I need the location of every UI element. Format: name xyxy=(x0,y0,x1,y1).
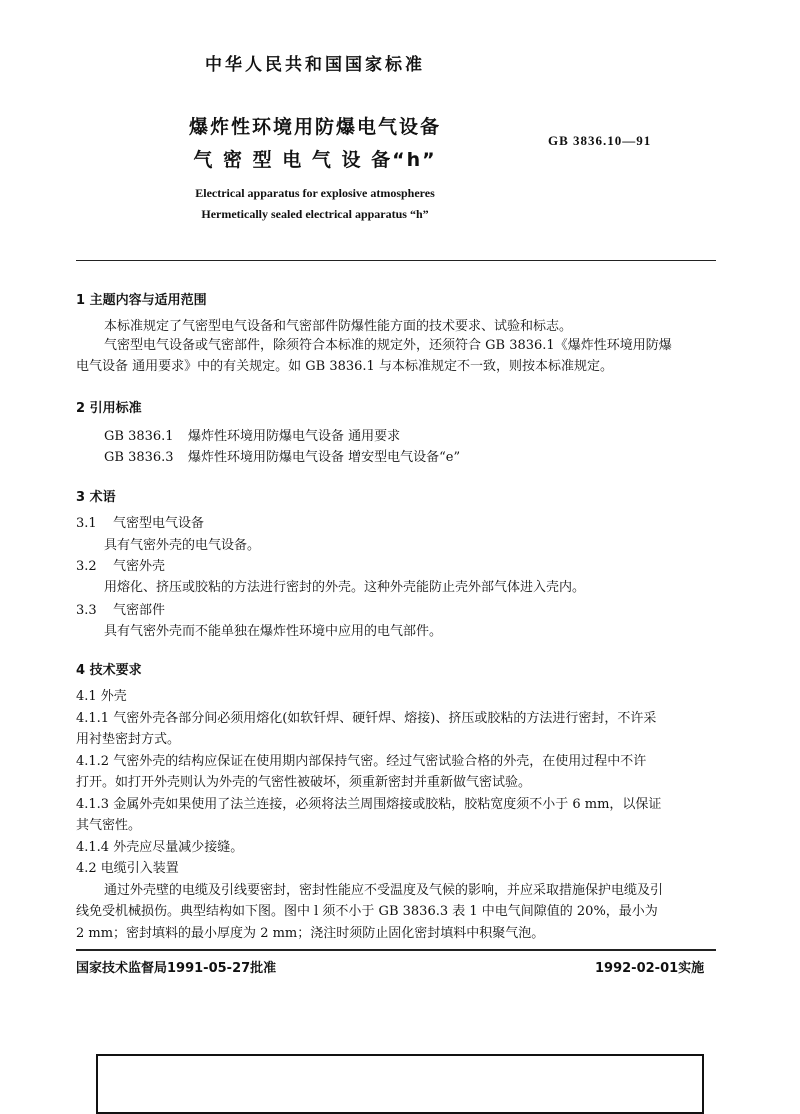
term-3-3-number: 3.3 xyxy=(76,603,97,618)
reference-2-code: GB 3836.3 xyxy=(104,450,174,465)
section-1-heading: 1 主题内容与适用范围 xyxy=(76,293,207,308)
term-3-1-number: 3.1 xyxy=(76,516,97,531)
standard-code: GB 3836.10—91 xyxy=(548,133,652,148)
clause-4-1-1-line2: 用衬垫密封方式。 xyxy=(76,732,181,747)
reference-1-title: 爆炸性环境用防爆电气设备 通用要求 xyxy=(188,429,401,444)
page-bottom-frame xyxy=(96,1054,704,1114)
english-title-line1: Electrical apparatus for explosive atmospheres xyxy=(195,186,435,200)
clause-4-1-3-line2: 其气密性。 xyxy=(76,818,142,833)
clause-4-1-2-line2: 打开。如打开外壳则认为外壳的气密性被破坏，须重新密封并重新做气密试验。 xyxy=(76,775,532,790)
term-3-2-number: 3.2 xyxy=(76,559,97,574)
reference-2-title: 爆炸性环境用防爆电气设备 增安型电气设备“e” xyxy=(188,450,461,465)
clause-4-1-3-line1: 4.1.3 金属外壳如果使用了法兰连接，必须将法兰周围熔接或胶粘，胶粘宽度须不小于 6 mm，以保证 xyxy=(76,797,662,812)
term-3-1-definition: 具有气密外壳的电气设备。 xyxy=(104,538,261,553)
document-title-line2: 气 密 型 电 气 设 备“h” xyxy=(193,149,437,171)
header-divider xyxy=(76,260,716,261)
footer-divider xyxy=(76,949,716,951)
section-3-heading: 3 术语 xyxy=(76,490,116,505)
clause-4-2: 4.2 电缆引入装置 xyxy=(76,861,179,876)
section-1-paragraph-1: 本标准规定了气密型电气设备和气密部件防爆性能方面的技术要求、试验和标志。 xyxy=(104,319,573,334)
clause-4-1-4: 4.1.4 外壳应尽量减少接缝。 xyxy=(76,840,244,855)
clause-4-1: 4.1 外壳 xyxy=(76,689,127,704)
term-3-3-definition: 具有气密外壳而不能单独在爆炸性环境中应用的电气部件。 xyxy=(104,624,443,639)
section-4-heading: 4 技术要求 xyxy=(76,663,142,678)
term-3-3-name: 气密部件 xyxy=(113,603,166,618)
section-1-paragraph-2b: 电气设备 通用要求》中的有关规定。如 GB 3836.1 与本标准规定不一致，则按本标准规定。 xyxy=(76,359,613,374)
clause-4-2-line2: 线免受机械损伤。典型结构如下图。图中 l 须不小于 GB 3836.3 表 1 中电气间隙值的 20%，最小为 xyxy=(76,904,658,919)
english-title-line2: Hermetically sealed electrical apparatus “h” xyxy=(201,207,429,221)
clause-4-2-line1: 通过外壳壁的电缆及引线要密封，密封性能应不受温度及气候的影响，并应采取措施保护电缆及引 xyxy=(104,883,664,898)
approval-date: 国家技术监督局1991-05-27批准 xyxy=(76,961,277,976)
clause-4-1-1-line1: 4.1.1 气密外壳各部分间必须用熔化(如软钎焊、硬钎焊、熔接)、挤压或胶粘的方法进行密封，不许采 xyxy=(76,711,657,726)
clause-4-1-2-line1: 4.1.2 气密外壳的结构应保证在使用期内部保持气密。经过气密试验合格的外壳，在使用过程中不许 xyxy=(76,754,647,769)
effective-date: 1992-02-01实施 xyxy=(595,961,705,976)
term-3-1-name: 气密型电气设备 xyxy=(113,516,205,531)
document-title-line1: 爆炸性环境用防爆电气设备 xyxy=(188,116,441,138)
term-3-2-definition: 用熔化、挤压或胶粘的方法进行密封的外壳。这种外壳能防止壳外部气体进入壳内。 xyxy=(104,580,586,595)
section-2-heading: 2 引用标准 xyxy=(76,401,142,416)
reference-1-code: GB 3836.1 xyxy=(104,429,174,444)
term-3-2-name: 气密外壳 xyxy=(113,559,166,574)
section-1-paragraph-2a: 气密型电气设备或气密部件，除须符合本标准的规定外，还须符合 GB 3836.1《爆炸性环境用防爆 xyxy=(104,338,672,353)
clause-4-2-line3: 2 mm；密封填料的最小厚度为 2 mm；浇注时须防止固化密封填料中积聚气泡。 xyxy=(76,926,545,941)
national-standard-title: 中华人民共和国国家标准 xyxy=(205,55,425,75)
